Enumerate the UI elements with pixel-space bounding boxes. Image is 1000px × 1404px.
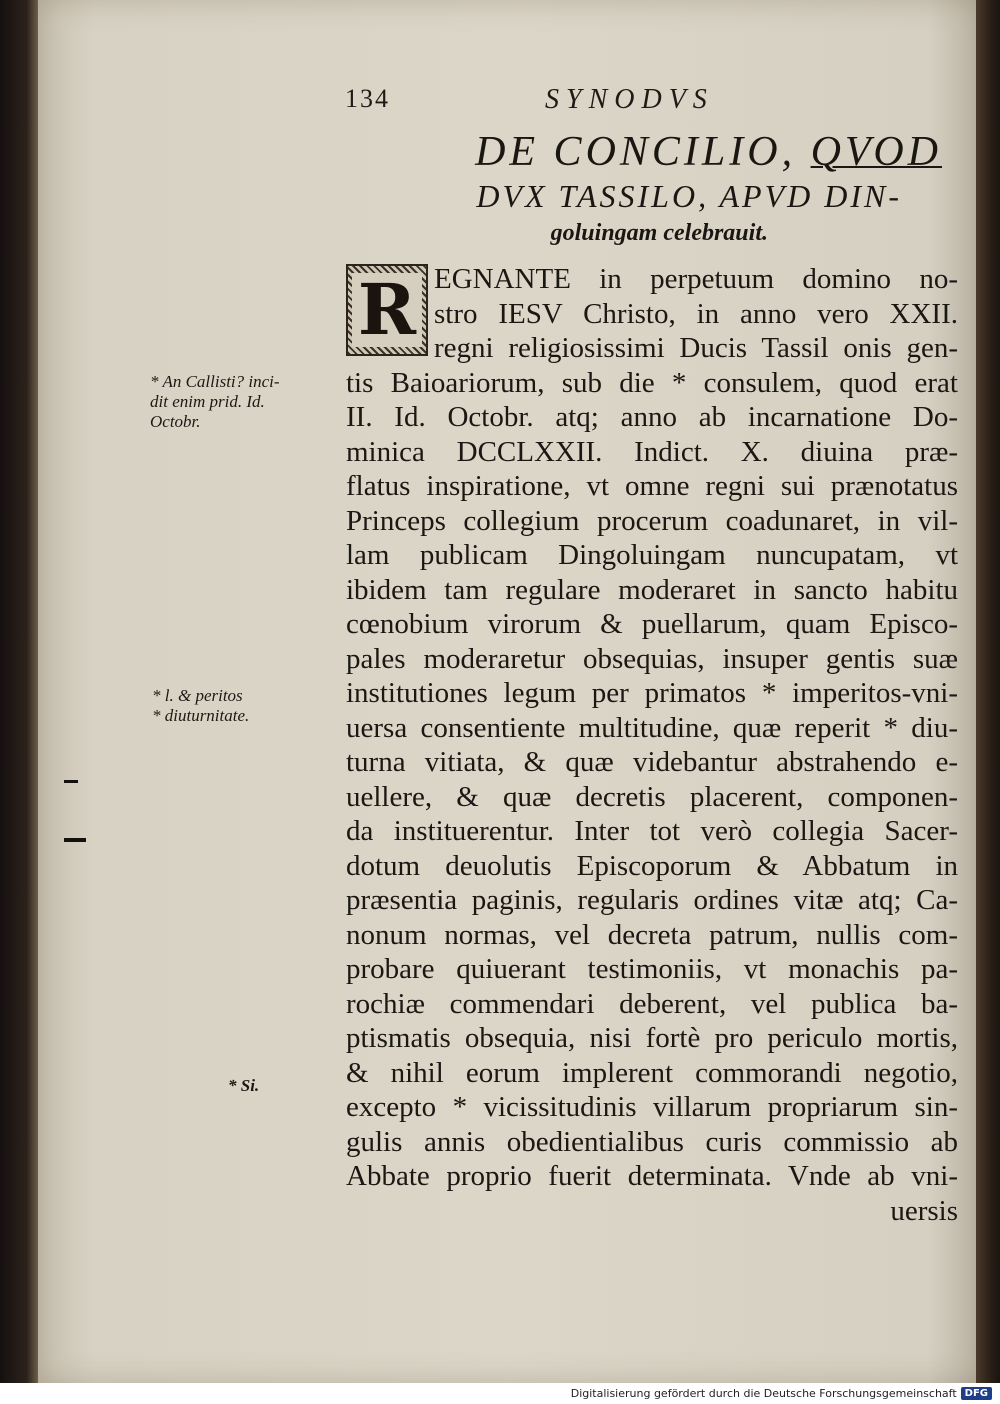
initial-letter: R bbox=[352, 273, 422, 347]
body-line: II. Id. Octobr. atq; anno ab incarnatione Do- bbox=[346, 401, 958, 433]
body-line: institutiones legum per primatos * imperitos-vni- bbox=[346, 677, 958, 709]
body-line: ptismatis obsequia, nisi fortè pro periculo mortis, bbox=[346, 1022, 958, 1054]
footer-bar bbox=[0, 1383, 1000, 1404]
body-line-catchword: uersis bbox=[890, 1194, 958, 1227]
body-line: Abbate proprio fuerit determinata. Vnde ab vni- bbox=[346, 1160, 958, 1192]
body-line: rochiæ commendari deberent, vel publica ba- bbox=[346, 987, 958, 1020]
page-number: 134 bbox=[345, 84, 390, 113]
body-line: da instituerentur. Inter tot verò collegia Sacer- bbox=[346, 815, 958, 847]
book-edge bbox=[976, 0, 1000, 1383]
body-line: EGNANTE in perpetuum domino no- bbox=[434, 263, 958, 295]
body-line: præsentia paginis, regularis ordines vitæ atq; Ca- bbox=[346, 884, 958, 916]
body-line: cœnobium virorum & puellarum, quam Episco- bbox=[346, 608, 958, 640]
body-line: lam publicam Dingoluingam nuncupatam, vt bbox=[346, 539, 958, 571]
body-line: flatus inspiratione, vt omne regni sui prænotatus bbox=[346, 470, 958, 502]
ink-mark bbox=[64, 780, 78, 783]
running-head: SYNODVS bbox=[545, 84, 714, 115]
chapter-title bbox=[340, 128, 950, 250]
body-line: nonum normas, vel decreta patrum, nullis com- bbox=[346, 918, 958, 951]
body-text bbox=[346, 262, 958, 1228]
margin-note-1: * An Callisti? inci- dit enim prid. Id. Octobr. bbox=[150, 372, 280, 431]
body-line: dotum deuolutis Episcoporum & Abbatum in bbox=[346, 849, 958, 882]
title-line-3: goluingam celebrauit. bbox=[550, 220, 768, 246]
book-gutter-shadow bbox=[0, 0, 38, 1383]
footer-credit: Digitalisierung gefördert durch die Deutsche Forschungsgemeinschaft bbox=[570, 1387, 957, 1400]
body-line: gulis annis obedientialibus curis commissio ab bbox=[346, 1125, 958, 1158]
body-line: probare quiuerant testimoniis, vt monachis pa- bbox=[346, 953, 958, 985]
body-line: Princeps collegium procerum coadunaret, in vil- bbox=[346, 504, 958, 537]
margin-note-3: * Si. bbox=[228, 1076, 260, 1095]
body-line: ibidem tam regulare moderaret in sancto habitu bbox=[346, 573, 958, 606]
body-line: pales moderaretur obsequias, insuper gentis suæ bbox=[346, 642, 958, 675]
margin-note-2: * l. & peritos * diuturnitate. bbox=[152, 686, 250, 725]
body-line: excepto * vicissitudinis villarum propriarum sin- bbox=[346, 1091, 958, 1123]
body-line: tis Baioariorum, sub die * consulem, quod erat bbox=[346, 366, 958, 399]
body-line: minica DCCLXXII. Indict. X. diuina præ- bbox=[346, 435, 958, 468]
ink-mark bbox=[64, 838, 86, 842]
body-line: & nihil eorum implerent commorandi negotio, bbox=[346, 1056, 958, 1089]
body-line: regni religiosissimi Ducis Tassil onis gen- bbox=[434, 332, 958, 364]
title-line-1: DE CONCILIO, QVOD bbox=[475, 129, 942, 175]
body-line: uersa consentiente multitudine, quæ reperit * diu- bbox=[346, 711, 958, 744]
body-line: stro IESV Christo, in anno vero XXII. bbox=[434, 297, 958, 330]
page-header bbox=[345, 84, 945, 124]
body-line: uellere, & quæ decretis placerent, componen- bbox=[346, 780, 958, 813]
dfg-logo-icon: DFG bbox=[961, 1387, 992, 1400]
body-line: turna vitiata, & quæ videbantur abstrahendo e- bbox=[346, 746, 958, 778]
title-line-2: DVX TASSILO, APVD DIN- bbox=[476, 178, 902, 214]
